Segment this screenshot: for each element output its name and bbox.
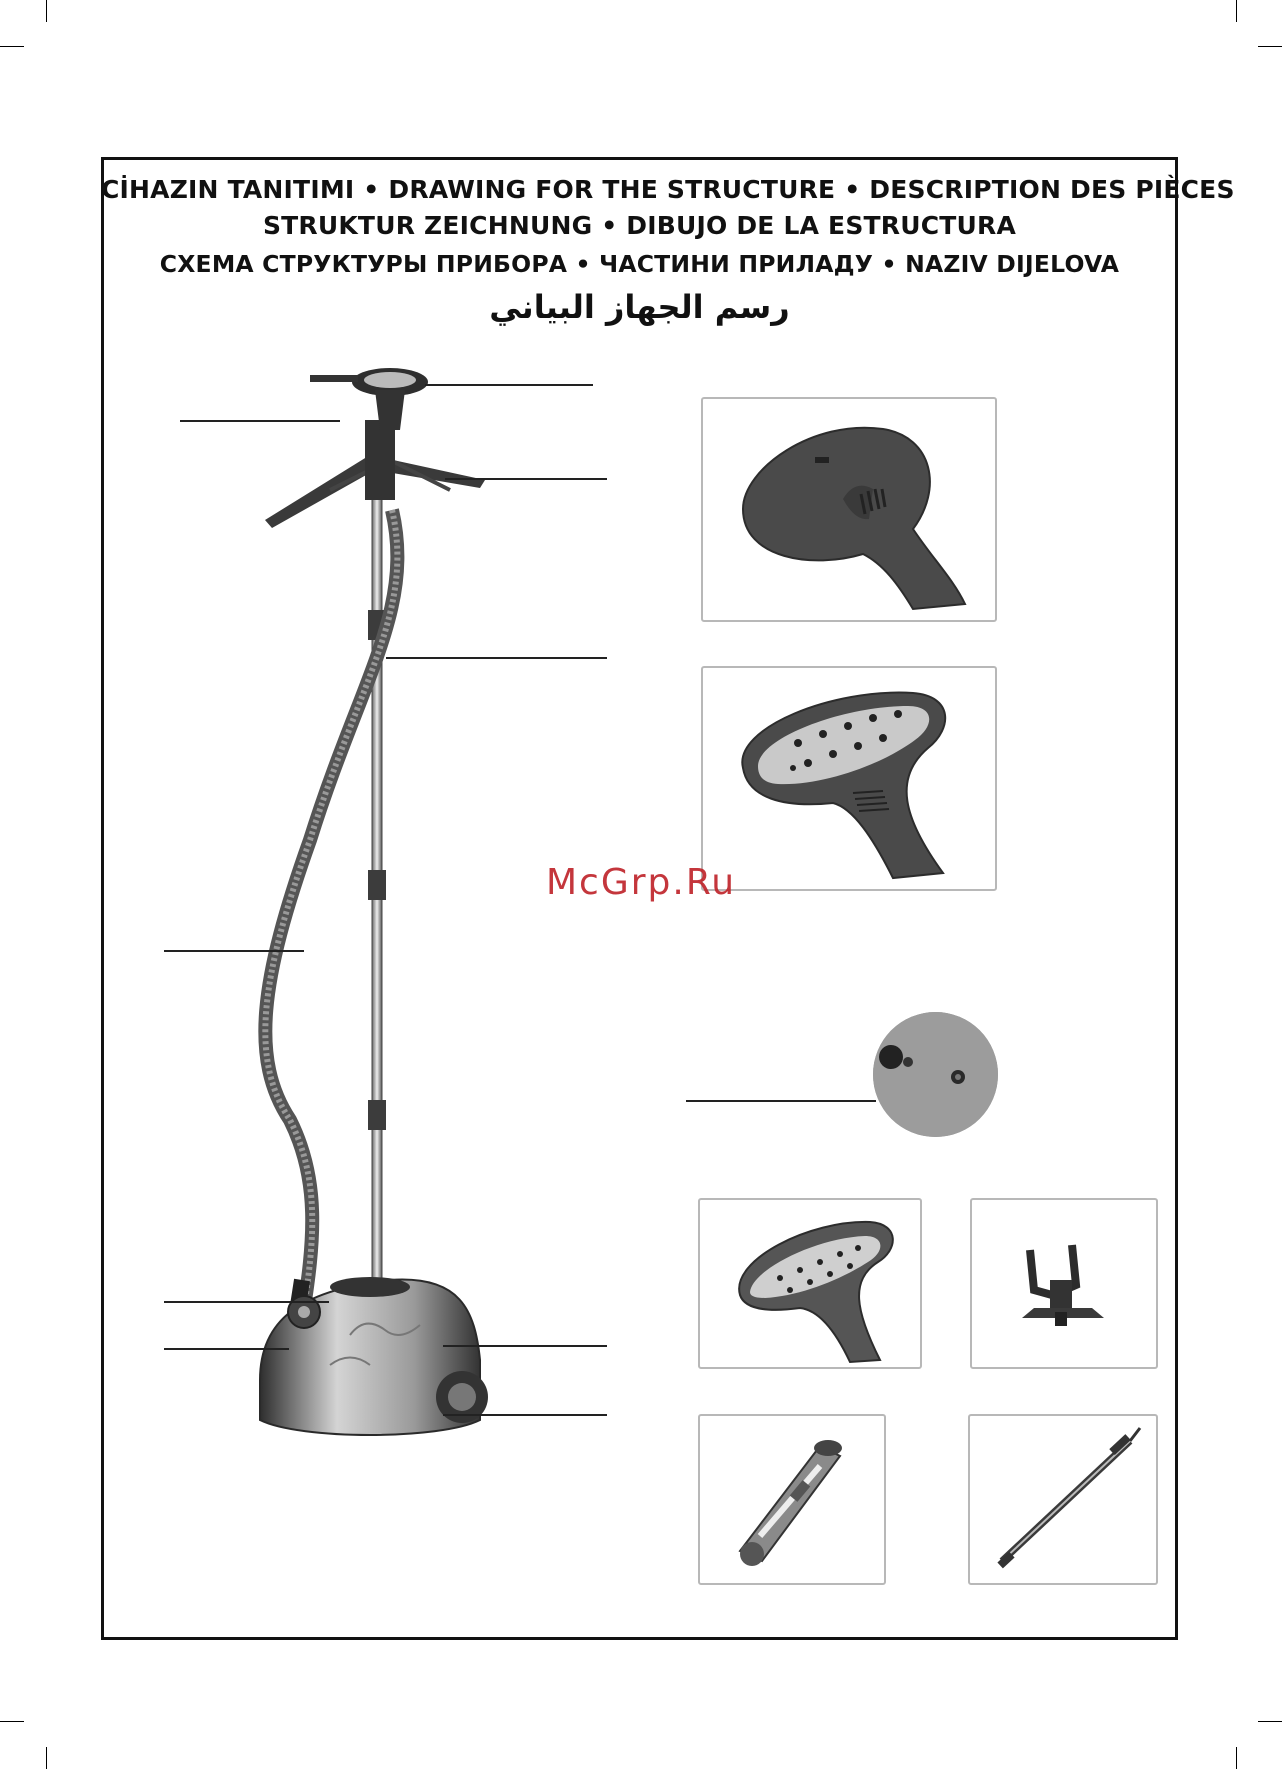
garment-steamer-illustration [240, 360, 540, 1480]
crop-mark [0, 46, 24, 47]
steam-head-front-detail [701, 666, 997, 891]
leader-line [180, 420, 340, 422]
leader-line [445, 478, 607, 480]
leader-line [164, 1301, 329, 1303]
leader-line [686, 1100, 876, 1102]
crop-mark [1236, 0, 1237, 22]
leader-line [164, 1348, 289, 1350]
hook-socket-detail [873, 1012, 998, 1137]
watermark: McGrp.Ru [546, 862, 737, 903]
crop-mark [0, 1721, 24, 1722]
leader-line [425, 384, 593, 386]
accessory-steam-head [698, 1198, 922, 1369]
title-line-3: СХЕМА СТРУКТУРЫ ПРИБОРА • ЧАСТИНИ ПРИЛАДУ • NAZIV DIJELOVA [159, 250, 1120, 278]
crop-mark [46, 0, 47, 22]
crop-mark [46, 1747, 47, 1769]
crop-mark [1258, 46, 1282, 47]
title-line-1: CİHAZIN TANITIMI • DRAWING FOR THE STRUCTURE • DESCRIPTION DES PIÈCES [101, 175, 1235, 204]
steam-head-back-detail [701, 397, 997, 622]
crop-mark [1236, 1747, 1237, 1769]
leader-line [164, 950, 304, 952]
crop-mark [1258, 1721, 1282, 1722]
leader-line [443, 1345, 607, 1347]
leader-line [386, 657, 607, 659]
leader-line [443, 1414, 607, 1416]
accessory-folding-hanger [698, 1414, 886, 1585]
accessory-telescopic-pole [968, 1414, 1158, 1585]
accessory-hanger-hook [970, 1198, 1158, 1369]
title-line-2: STRUKTUR ZEICHNUNG • DIBUJO DE LA ESTRUCTURA [262, 211, 1017, 240]
title-line-arabic: رسم الجهاز البياني [489, 288, 790, 326]
